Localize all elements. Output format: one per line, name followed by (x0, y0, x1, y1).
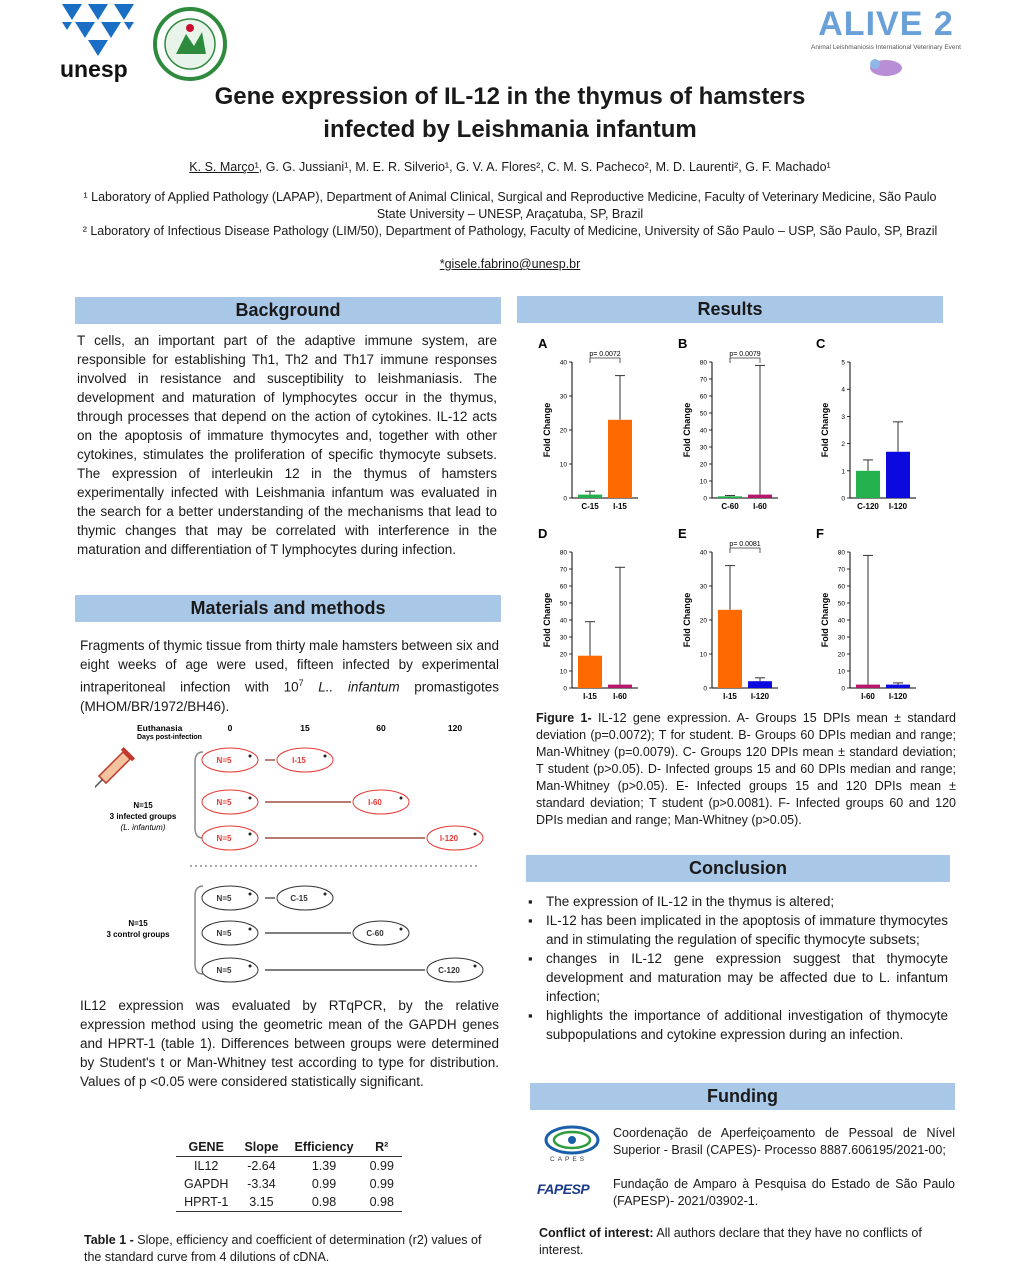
list-item: ▪ The expression of IL-12 in the thymus is altered; (526, 892, 948, 911)
bar (748, 681, 772, 688)
bar (578, 656, 602, 688)
infected-start-hamster (202, 748, 258, 772)
hamster-label: I-60 (368, 798, 382, 807)
significance-bracket (730, 548, 760, 553)
study-design-diagram (95, 718, 505, 996)
methods-para-2: IL12 expression was evaluated by RTqPCR, by the relative expression method using the geometric mean of the GAPDH genes and HPRT-1 (table 1). Differences between groups were determined by Student's t or Man-Whitney test according to type for distribution. Values of p <0.05 were considered statistically significant. (80, 998, 499, 1089)
hamster-eye (249, 755, 252, 758)
y-tick-label: 80 (559, 549, 567, 557)
list-item: ▪ highlights the importance of additional investigation of thymocyte subpopulations and cytokine expression during an infection. (526, 1006, 948, 1044)
y-tick-label: 0 (703, 495, 707, 503)
gene-table (176, 1138, 402, 1212)
p-value-label: p= 0.0081 (729, 541, 761, 548)
hamster-eye (249, 833, 252, 836)
y-axis-label: Fold Change (542, 402, 552, 458)
y-tick-label: 2 (841, 441, 845, 449)
y-axis-label: Fold Change (820, 592, 830, 648)
bar (856, 685, 880, 688)
y-tick-label: 10 (699, 478, 707, 486)
hamster-label: I-15 (292, 756, 306, 765)
bar (718, 496, 742, 498)
y-axis-label: Fold Change (682, 402, 692, 458)
infected-start-hamster (202, 790, 258, 814)
y-tick-label: 20 (559, 427, 567, 435)
seal-icon (152, 6, 228, 82)
funding-heading: Funding (530, 1083, 955, 1110)
background-text: T cells, an important part of the adaptive immune system, are responsible for establishing Th1, Th2 and Th17 immune responses involved in resistance and susceptibility to leishmaniasis. The development and maturation of lymphocytes occur in the thymus, through processes that depend on the action of cytokines. IL-12 acts on the apoptosis of immature thymocytes and, together with other cytokines, stimulates the proliferation of specific thymocyte subsets. The expression of interleukin 12 in the thymus of hamsters experimentally infected with Leishmania infantum was evaluated in the search for a better understanding of the mechanisms that lead to thymic changes that may be correlated with interference in the maturation and differentiation of T lymphocytes during infection. (77, 333, 497, 557)
contact-email[interactable]: *gisele.fabrino@unesp.br (439, 257, 581, 271)
diagram-days: Days post-infection (137, 734, 202, 741)
x-tick-label: C-120 (857, 502, 879, 511)
alive2-logo-title: ALIVE 2 (818, 5, 954, 43)
y-tick-label: 20 (699, 461, 707, 469)
hamster-eye (324, 893, 327, 896)
y-tick-label: 40 (559, 359, 567, 367)
capes-logo (542, 1120, 608, 1168)
bar (608, 685, 632, 688)
col-gene: GENE (176, 1138, 236, 1157)
hamster-label: I-120 (439, 834, 459, 843)
x-tick-label: I-60 (753, 502, 767, 511)
y-tick-label: 1 (841, 468, 845, 476)
control-group-hamster (353, 921, 409, 945)
fapesp-funding-text: Fundação de Amparo à Pesquisa do Estado de São Paulo (FAPESP)- 2021/03902-1. (613, 1177, 955, 1208)
infected-group-hamster (427, 826, 483, 850)
hamster-label: N=5 (216, 894, 232, 903)
infected-start-hamster (202, 826, 258, 850)
timepoint-60: 60 (376, 723, 386, 733)
control-start-hamster (202, 886, 258, 910)
y-tick-label: 60 (559, 583, 567, 591)
title-line-2: infected by Leishmania infantum (323, 116, 697, 143)
y-tick-label: 30 (559, 393, 567, 401)
hamster-label: N=5 (216, 834, 232, 843)
list-item: ▪ IL-12 has been implicated in the apoptosis of immature thymocytes and in stimulating the regulation of specific thymocyte subsets; (526, 911, 948, 949)
hamster-label: C-120 (438, 966, 460, 975)
hamster-eye (474, 965, 477, 968)
col-efficiency: Efficiency (287, 1138, 362, 1157)
panel-letter: C (816, 336, 826, 351)
infected-species: (L. infantum) (120, 823, 166, 832)
hamster-label: N=5 (216, 756, 232, 765)
control-start-hamster (202, 958, 258, 982)
hamster-eye (324, 755, 327, 758)
y-tick-label: 50 (837, 600, 845, 608)
affiliation-1: ¹ Laboratory of Applied Pathology (LAPAP), Department of Animal Clinical, Surgical and Reproductive Medicine, Faculty of Veterinary Medicine, São Paulo State University – UNESP, Araçatuba, SP, Brazil (83, 190, 937, 221)
x-tick-label: C-60 (721, 502, 739, 511)
chart-panel-a (538, 336, 638, 511)
conflict-of-interest: Conflict of interest: All authors declare that they have no conflicts of interest. (539, 1226, 922, 1257)
fapesp-logo (537, 1181, 609, 1203)
y-tick-label: 70 (699, 376, 707, 384)
bar (578, 495, 602, 498)
hamster-eye (474, 833, 477, 836)
x-tick-label: I-60 (613, 692, 627, 701)
table-caption: Table 1 - Slope, efficiency and coefficient of determination (r2) values of the standard curve from 4 dilutions of cDNA. (84, 1233, 482, 1264)
bar (608, 420, 632, 498)
y-tick-label: 30 (699, 444, 707, 452)
y-tick-label: 40 (837, 617, 845, 625)
y-tick-label: 10 (559, 461, 567, 469)
y-tick-label: 10 (559, 668, 567, 676)
infected-group-hamster (277, 748, 333, 772)
x-tick-label: I-120 (888, 692, 908, 701)
hamster-eye (249, 965, 252, 968)
y-tick-label: 40 (699, 549, 707, 557)
bar (886, 685, 910, 688)
y-tick-label: 60 (837, 583, 845, 591)
poster-title (0, 80, 1020, 146)
conclusion-heading: Conclusion (526, 855, 950, 882)
hamster-label: C-15 (290, 894, 308, 903)
affiliation-2: ² Laboratory of Infectious Disease Pathology (LIM/50), Department of Pathology, Faculty of Medicine, University of São Paulo – USP, São Paulo, SP, Brazil (82, 224, 938, 238)
syringe-icon (95, 747, 135, 794)
other-authors: , G. G. Jussiani¹, M. E. R. Silverio¹, G. V. A. Flores², C. M. S. Pacheco², M. D. Laurenti², G. F. Machado¹ (258, 160, 831, 174)
unesp-logo-text: unesp (60, 56, 128, 82)
hamster-label: N=5 (216, 966, 232, 975)
x-tick-label: I-15 (613, 502, 627, 511)
infected-group-hamster (353, 790, 409, 814)
y-tick-label: 70 (837, 566, 845, 574)
hamster-label: N=5 (216, 798, 232, 807)
lapap-seal-logo (152, 6, 228, 87)
y-tick-label: 30 (559, 634, 567, 642)
control-group-hamster (427, 958, 483, 982)
bar (748, 495, 772, 498)
y-tick-label: 20 (559, 651, 567, 659)
y-tick-label: 20 (699, 617, 707, 625)
infected-n: N=15 (133, 801, 153, 810)
list-item: ▪ changes in IL-12 gene expression suggest that thymocyte development and maturation may be affected due to L. infantum infection; (526, 949, 948, 1006)
chart-panel-e (678, 526, 778, 701)
y-tick-label: 80 (837, 549, 845, 557)
y-tick-label: 0 (841, 495, 845, 503)
y-tick-label: 60 (699, 393, 707, 401)
table-row: IL12 -2.64 1.39 0.99 (194, 1159, 394, 1173)
y-tick-label: 30 (699, 583, 707, 591)
significance-bracket (590, 358, 620, 363)
x-tick-label: I-120 (750, 692, 770, 701)
y-axis-label: Fold Change (542, 592, 552, 648)
control-n: N=15 (128, 919, 148, 928)
y-tick-label: 5 (841, 359, 845, 367)
col-slope: Slope (236, 1138, 286, 1157)
figure-caption: Figure 1- IL-12 gene expression. A- Groups 15 DPIs mean ± standard deviation (p=0.0072); T for student. B- Groups 60 DPIs median and range; Man-Whitney (p=0.0079). C- Groups 120 DPIs mean ± standard deviation; T student (p>0.05). D- Infected groups 15 and 60 DPIs median and range; Man-Whitney (p>0.05). E- Infected groups 15 and 120 DPIs mean ± standard deviation; T student (p>0.0081). F- Infected groups 60 and 120 DPIs median and range; Man-Whitney (p>0.05). (536, 711, 956, 827)
background-heading: Background (75, 297, 501, 324)
x-tick-label: I-15 (723, 692, 737, 701)
title-line-1: Gene expression of IL-12 in the thymus of hamsters (214, 83, 806, 110)
bar (856, 471, 880, 498)
dog-silhouette-icon (866, 56, 906, 78)
y-tick-label: 40 (699, 427, 707, 435)
timepoint-0: 0 (227, 723, 233, 733)
y-tick-label: 0 (703, 685, 707, 693)
hamster-eye (400, 797, 403, 800)
x-tick-label: I-15 (583, 692, 597, 701)
y-tick-label: 4 (841, 386, 845, 394)
y-tick-label: 3 (841, 413, 845, 421)
results-heading: Results (517, 296, 943, 323)
panel-letter: D (538, 526, 548, 541)
alive2-logo (806, 6, 966, 86)
fapesp-logo-text: FAPESP (537, 1181, 590, 1197)
y-tick-label: 0 (841, 685, 845, 693)
x-tick-label: I-60 (861, 692, 875, 701)
y-tick-label: 70 (559, 566, 567, 574)
col-r2: R² (362, 1138, 402, 1157)
unesp-logo (58, 0, 142, 86)
conclusion-list (526, 892, 948, 1044)
capes-funding-text: Coordenação de Aperfeiçoamento de Pessoal de Nível Superior - Brasil (CAPES)- Processo 8887.606195/2021-00; (613, 1126, 955, 1157)
panel-letter: E (678, 526, 687, 541)
timepoint-120: 120 (447, 723, 463, 733)
hamster-eye (249, 928, 252, 931)
y-tick-label: 10 (837, 668, 845, 676)
y-tick-label: 20 (837, 651, 845, 659)
bar (718, 610, 742, 688)
y-tick-label: 0 (563, 685, 567, 693)
methods-para-1: Fragments of thymic tissue from thirty male hamsters between six and eight weeks of age were used, fifteen infected by experimental intraperitoneal infection with $10^7$ L.. infantum promastigotes (MHOM/BR/1972/BH46). (80, 638, 499, 714)
timepoint-15: 15 (300, 723, 310, 733)
results-figure (530, 330, 960, 710)
bar (886, 452, 910, 498)
hamster-label: N=5 (216, 929, 232, 938)
hamster-eye (249, 893, 252, 896)
capes-logo-text: CAPES (550, 1156, 588, 1163)
y-tick-label: 30 (837, 634, 845, 642)
chart-panel-f (816, 526, 916, 701)
y-tick-label: 40 (559, 617, 567, 625)
significance-bracket (730, 358, 760, 363)
y-tick-label: 50 (559, 600, 567, 608)
y-axis-label: Fold Change (682, 592, 692, 648)
chart-panel-b (678, 336, 778, 511)
p-value-label: p= 0.0079 (729, 351, 761, 358)
chart-panel-d (538, 526, 638, 701)
diagram-euthanasia: Euthanasia (137, 723, 183, 733)
y-tick-label: 50 (699, 410, 707, 418)
table-row: HPRT-1 3.15 0.98 0.98 (176, 1193, 402, 1212)
control-label: 3 control groups (106, 930, 170, 939)
panel-letter: F (816, 526, 824, 541)
alive2-logo-subtitle: Animal Leishmaniosis International Veterinary Event (811, 44, 961, 51)
first-author: K. S. Março¹ (189, 160, 259, 174)
table-row: GAPDH -3.34 0.99 0.99 (184, 1177, 394, 1191)
unesp-triangles-icon (58, 0, 142, 62)
methods-heading: Materials and methods (75, 595, 501, 622)
y-tick-label: 80 (699, 359, 707, 367)
x-tick-label: C-15 (581, 502, 599, 511)
hamster-eye (400, 928, 403, 931)
authors (0, 160, 1020, 174)
x-tick-label: I-120 (888, 502, 908, 511)
y-axis-label: Fold Change (820, 402, 830, 458)
hamster-eye (249, 797, 252, 800)
panel-letter: B (678, 336, 688, 351)
y-tick-label: 10 (699, 651, 707, 659)
control-start-hamster (202, 921, 258, 945)
chart-panel-c (816, 336, 916, 511)
panel-letter: A (538, 336, 548, 351)
infected-label: 3 infected groups (109, 812, 177, 821)
control-group-hamster (277, 886, 333, 910)
hamster-label: C-60 (366, 929, 384, 938)
y-tick-label: 0 (563, 495, 567, 503)
p-value-label: p= 0.0072 (589, 351, 621, 358)
